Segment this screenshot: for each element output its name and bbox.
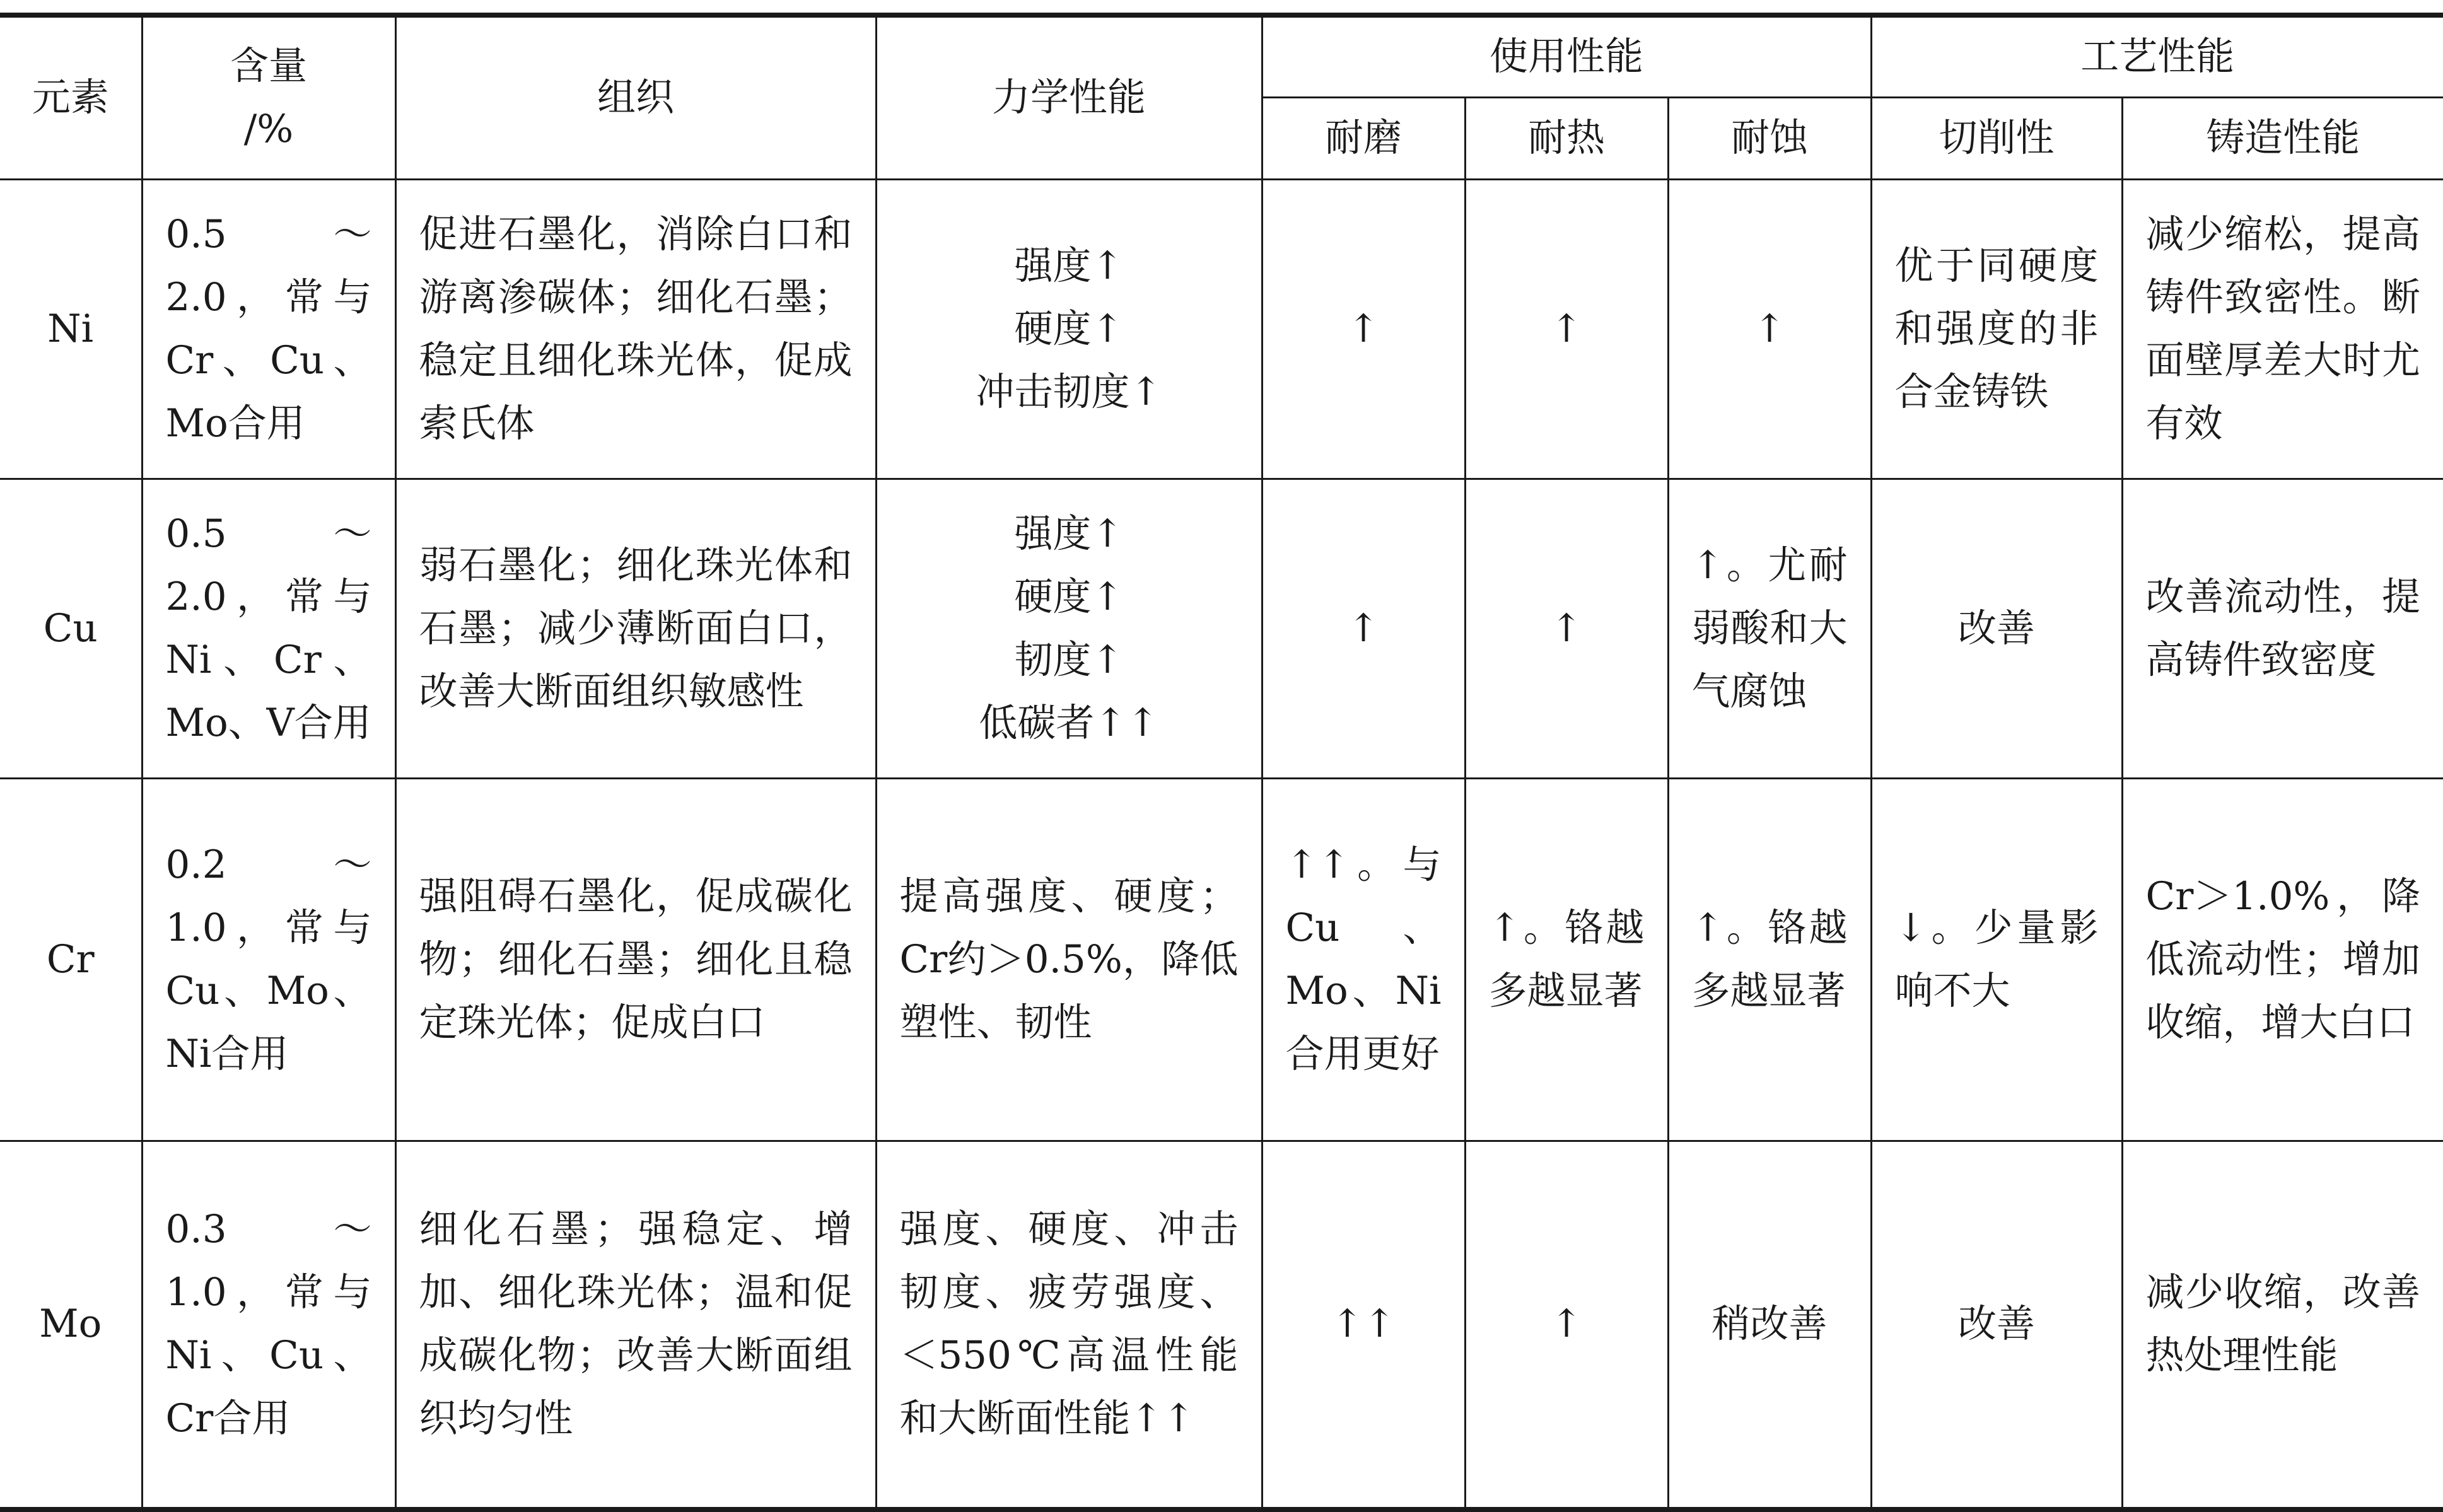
cell-corrosion: ↑。尤耐弱酸和大气腐蚀 bbox=[1668, 479, 1871, 778]
header-heat: 耐热 bbox=[1465, 97, 1668, 179]
cell-casting: 改善流动性，提高铸件致密度 bbox=[2122, 479, 2443, 778]
header-content-line1: 含量 bbox=[230, 44, 307, 89]
header-wear: 耐磨 bbox=[1262, 97, 1465, 179]
header-service-group: 使用性能 bbox=[1262, 15, 1871, 97]
header-machinability: 切削性 bbox=[1871, 97, 2122, 179]
table-row-mo bbox=[0, 1141, 2443, 1509]
cell-content: 0.2 ～ 1.0，常与Cu、Mo、Ni合用 bbox=[142, 778, 395, 1141]
cell-heat: ↑ bbox=[1465, 179, 1668, 479]
header-row-1 bbox=[0, 15, 2443, 97]
cell-mechanical: 强度↑ 硬度↑ 冲击韧度↑ bbox=[876, 179, 1262, 479]
header-casting: 铸造性能 bbox=[2122, 97, 2443, 179]
header-corrosion: 耐蚀 bbox=[1668, 97, 1871, 179]
cell-mechanical: 强度↑ 硬度↑ 韧度↑ 低碳者↑↑ bbox=[876, 479, 1262, 778]
cell-machinability: 改善 bbox=[1871, 1141, 2122, 1509]
cell-machinability: ↓。少量影响不大 bbox=[1871, 778, 2122, 1141]
cell-heat: ↑ bbox=[1465, 479, 1668, 778]
header-content bbox=[142, 15, 395, 179]
cell-element: Cr bbox=[0, 778, 142, 1141]
cell-machinability: 改善 bbox=[1871, 479, 2122, 778]
cell-heat: ↑。铬越多越显著 bbox=[1465, 778, 1668, 1141]
cell-corrosion: ↑。铬越多越显著 bbox=[1668, 778, 1871, 1141]
cell-element: Ni bbox=[0, 179, 142, 479]
table-row-cu bbox=[0, 479, 2443, 778]
cell-casting: 减少收缩，改善热处理性能 bbox=[2122, 1141, 2443, 1509]
table-row-ni bbox=[0, 179, 2443, 479]
cell-wear: ↑ bbox=[1262, 479, 1465, 778]
cell-structure: 弱石墨化；细化珠光体和石墨；减少薄断面白口，改善大断面组织敏感性 bbox=[395, 479, 876, 778]
cell-structure: 强阻碍石墨化，促成碳化物；细化石墨；细化且稳定珠光体；促成白口 bbox=[395, 778, 876, 1141]
cell-structure: 促进石墨化，消除白口和游离渗碳体；细化石墨；稳定且细化珠光体，促成索氏体 bbox=[395, 179, 876, 479]
header-process-group: 工艺性能 bbox=[1871, 15, 2443, 97]
cell-element: Cu bbox=[0, 479, 142, 778]
cell-element: Mo bbox=[0, 1141, 142, 1509]
cell-casting: Cr＞1.0%，降低流动性；增加收缩，增大白口 bbox=[2122, 778, 2443, 1141]
cell-mechanical: 提高强度、硬度；Cr约＞0.5%，降低塑性、韧性 bbox=[876, 778, 1262, 1141]
cell-structure: 细化石墨；强稳定、增加、细化珠光体；温和促成碳化物；改善大断面组织均匀性 bbox=[395, 1141, 876, 1509]
cell-corrosion: ↑ bbox=[1668, 179, 1871, 479]
cell-corrosion: 稍改善 bbox=[1668, 1141, 1871, 1509]
cell-heat: ↑ bbox=[1465, 1141, 1668, 1509]
cell-mechanical: 强度、硬度、冲击韧度、疲劳强度、＜550℃高温性能和大断面性能↑↑ bbox=[876, 1141, 1262, 1509]
header-content-unit: /% bbox=[243, 107, 294, 152]
cell-content: 0.5 ～ 2.0，常与Cr、Cu、Mo合用 bbox=[142, 179, 395, 479]
cell-wear: ↑↑ bbox=[1262, 1141, 1465, 1509]
header-element: 元素 bbox=[0, 15, 142, 179]
cell-wear: ↑ bbox=[1262, 179, 1465, 479]
cell-casting: 减少缩松，提高铸件致密性。断面壁厚差大时尤有效 bbox=[2122, 179, 2443, 479]
alloy-element-table bbox=[0, 13, 2443, 1512]
cell-content: 0.5 ～ 2.0，常与Ni、Cr、Mo、V合用 bbox=[142, 479, 395, 778]
table-row-cr bbox=[0, 778, 2443, 1141]
header-structure: 组织 bbox=[395, 15, 876, 179]
cell-content: 0.3 ～ 1.0，常与Ni、Cu、Cr合用 bbox=[142, 1141, 395, 1509]
cell-machinability: 优于同硬度和强度的非合金铸铁 bbox=[1871, 179, 2122, 479]
header-mechanical: 力学性能 bbox=[876, 15, 1262, 179]
cell-wear: ↑↑。与Cu、Mo、Ni合用更好 bbox=[1262, 778, 1465, 1141]
